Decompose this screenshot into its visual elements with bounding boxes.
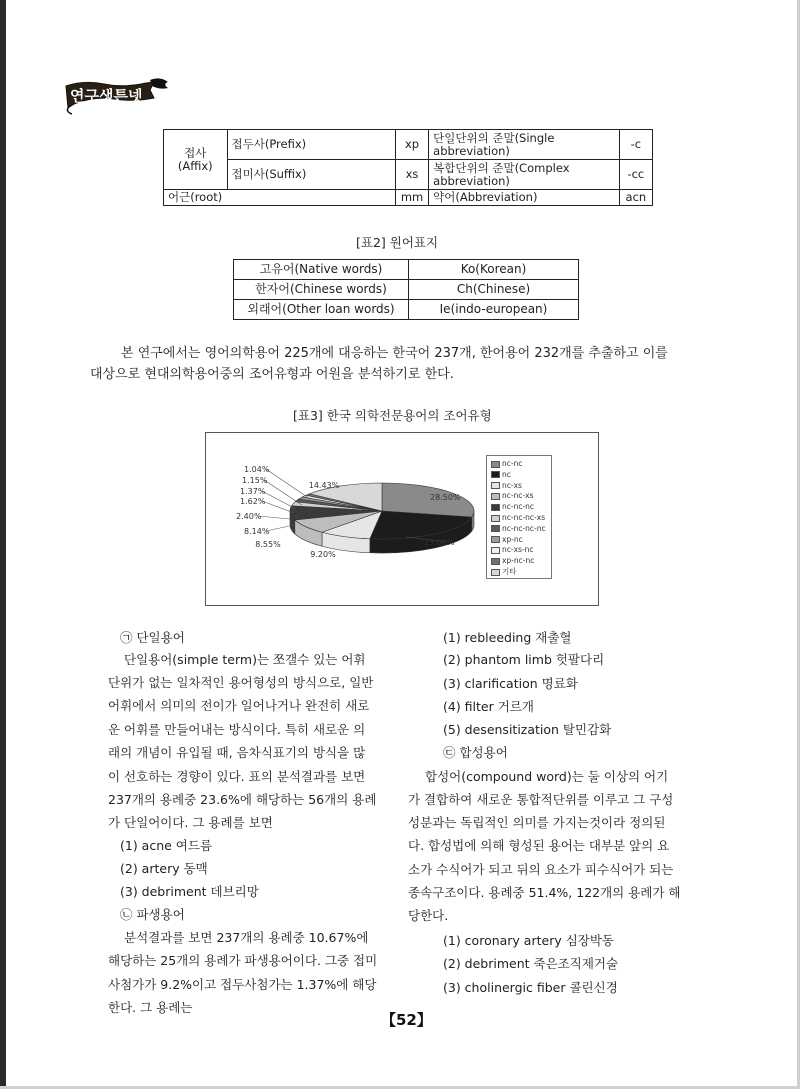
table-cell: xp: [395, 130, 428, 160]
right-column-line: 가 결합하여 새로운 통합적단위를 이루고 그 구성: [408, 792, 674, 807]
right-column-line: (3) clarification 명료화: [443, 676, 578, 691]
left-column-line: 단일용어(simple term)는 쪼갤수 있는 어휘: [124, 652, 366, 667]
legend-item: [491, 502, 534, 512]
right-column-line: 성분과는 독립적인 의미를 가지는것이라 정의된: [408, 815, 666, 830]
legend-swatch: [491, 461, 500, 468]
legend-swatch: [491, 525, 500, 532]
pie-leader-line: [266, 525, 294, 531]
chart-legend: [486, 455, 552, 579]
left-column-line: 분석결과를 보면 237개의 용례중 10.67%에: [124, 930, 369, 945]
pie-slice-label: 28.50%: [430, 493, 461, 502]
legend-label: 기타: [502, 567, 517, 576]
right-column-line: (4) filter 거르개: [443, 699, 534, 714]
legend-label: nc-nc: [502, 459, 523, 468]
pie-chart: [205, 432, 599, 606]
right-column-line: (5) desensitization 탈민감화: [443, 722, 612, 737]
table-row: [234, 280, 579, 300]
table-row: [164, 130, 653, 160]
table-cell: 어근(root): [164, 190, 396, 206]
pie-slice-label: 1.15%: [242, 476, 268, 485]
table-cell: -cc: [619, 160, 652, 190]
legend-swatch: [491, 536, 500, 543]
legend-item: [491, 567, 517, 577]
right-column-line: (1) coronary artery 심장박동: [443, 933, 615, 948]
left-column-line: 운 어휘를 만들어내는 방식이다. 특히 새로운 의: [108, 722, 366, 737]
legend-label: nc-nc-nc-xs: [502, 513, 546, 522]
pie-leader-line: [264, 480, 302, 505]
right-column-line: 합성어(compound word)는 둘 이상의 어기: [425, 769, 669, 784]
table-cell: 외래어(Other loan words): [234, 300, 409, 320]
legend-swatch: [491, 558, 500, 565]
intro-paragraph: [90, 343, 730, 385]
table-cell: xs: [395, 160, 428, 190]
legend-label: nc: [502, 469, 511, 479]
pie-leader-line: [266, 469, 310, 499]
pie-slice-label: 23.60%: [424, 538, 455, 547]
left-column-line: 이 선호하는 경향이 있다. 표의 분석결과를 보면: [108, 769, 366, 784]
pie-slice-label: 14.43%: [308, 481, 340, 490]
origin-marker-table: [233, 259, 579, 320]
pie-slice-label: 1.37%: [240, 487, 266, 496]
right-column-line: 다. 합성법에 의해 형성된 용어는 대부분 앞의 요: [408, 838, 670, 853]
legend-label: xp-nc: [502, 534, 523, 544]
affix-group-cell: 접사 (Affix): [164, 130, 228, 190]
left-column-line: 가 단일어이다. 그 용례를 보면: [108, 815, 273, 830]
right-column-line: (2) phantom limb 헛팔다리: [443, 652, 605, 667]
pie-slice-label: 1.62%: [240, 497, 266, 506]
left-column-line: 한다. 그 용례는: [108, 1000, 193, 1015]
table-row: [234, 260, 579, 280]
pie-slice-label: 8.55%: [255, 540, 281, 549]
table-cell: Ie(indo-european): [409, 300, 579, 320]
table-cell: Ch(Chinese): [409, 280, 579, 300]
legend-item: [491, 459, 522, 469]
table-cell: acn: [619, 190, 652, 206]
table-cell: Ko(Korean): [409, 260, 579, 280]
legend-item: [491, 513, 545, 523]
pie-slice-label: 8.14%: [244, 527, 270, 536]
table-cell: 접미사(Suffix): [227, 160, 395, 190]
right-column-line: 종속구조이다. 용례중 51.4%, 122개의 용례가 해: [408, 885, 681, 900]
legend-label: nc-nc-nc: [502, 502, 535, 512]
legend-swatch: [491, 493, 500, 500]
intro-line: 본 연구에서는 영어의학용어 225개에 대응하는 한국어 237개, 한어용어 232개를 추출하고 이를: [121, 346, 668, 361]
legend-item: [491, 470, 511, 480]
legend-swatch: [491, 504, 500, 511]
table-row: [164, 190, 653, 206]
intro-line: 대상으로 현대의학용어중의 조어유형과 어원을 분석하기로 한다.: [90, 367, 454, 382]
right-column-line: (2) debriment 죽은조직제거술: [443, 956, 619, 971]
right-column-line: 당한다.: [408, 908, 449, 923]
left-column-line: (3) debriment 데브리망: [120, 884, 259, 899]
left-column-line: 237개의 용례중 23.6%에 해당하는 56개의 용례: [108, 792, 377, 807]
pie-slice-label: 2.40%: [236, 512, 262, 521]
chart-caption: [표3] 한국 의학전문용어의 조어유형: [293, 408, 492, 423]
page-left-border: [0, 0, 6, 1089]
affix-table: [163, 129, 653, 206]
legend-item: [491, 556, 534, 566]
legend-item: [491, 481, 522, 491]
table2-caption: [표2] 원어표지: [356, 235, 439, 250]
legend-item: [491, 524, 546, 534]
table-cell: 단일단위의 준말(Single abbreviation): [429, 130, 620, 160]
left-column-line: 래의 개념이 유입될 때, 음차식표기의 방식을 많: [108, 745, 366, 760]
table-cell: mm: [395, 190, 428, 206]
table-row: [234, 300, 579, 320]
legend-swatch: [491, 515, 500, 522]
journal-logo: [64, 78, 176, 116]
right-column-line: ㉢ 합성용어: [443, 745, 508, 760]
left-column-line: 해당하는 25개의 용례가 파생용어이다. 그중 접미: [108, 953, 378, 968]
right-column-line: 소가 수식어가 되고 뒤의 요소가 피수식어가 되는: [408, 862, 674, 877]
left-column-line: (2) artery 동맥: [120, 861, 208, 876]
legend-label: nc-nc-xs: [502, 491, 534, 501]
table-cell: 약어(Abbreviation): [429, 190, 620, 206]
legend-label: nc-xs: [502, 480, 522, 490]
pie-slice-label: 1.04%: [244, 465, 270, 474]
legend-label: xp-nc-nc: [502, 556, 535, 566]
table-cell: 접두사(Prefix): [227, 130, 395, 160]
left-column-line: ㉡ 파생용어: [120, 907, 185, 922]
left-column-line: 사첨가가 9.2%이고 접두사첨가는 1.37%에 해당: [108, 977, 377, 992]
table-cell: 한자어(Chinese words): [234, 280, 409, 300]
legend-item: [491, 545, 534, 555]
legend-swatch: [491, 482, 500, 489]
legend-item: [491, 491, 534, 501]
right-column-line: (1) rebleeding 재출혈: [443, 630, 572, 645]
left-column-line: 단위가 없는 일차적인 용어형성의 방식으로, 일반: [108, 675, 374, 690]
table-cell: 고유어(Native words): [234, 260, 409, 280]
pie-slice-label: 9.20%: [310, 550, 336, 559]
table-cell: -c: [619, 130, 652, 160]
left-column-line: (1) acne 여드름: [120, 838, 213, 853]
logo-text: 연구생튼넷: [70, 87, 143, 105]
legend-item: [491, 535, 523, 545]
left-column-line: ㉠ 단일용어: [120, 630, 185, 645]
table-cell: 복합단위의 준말(Complex abbreviation): [429, 160, 620, 190]
pie-leader-line: [262, 501, 294, 513]
legend-label: nc-xs-nc: [502, 545, 534, 555]
pie-leader-line: [258, 516, 290, 519]
table-row: [164, 160, 653, 190]
page-number: 【52】: [381, 1011, 432, 1029]
right-column-line: (3) cholinergic fiber 콜린신경: [443, 980, 618, 995]
pie-leader-line: [262, 491, 296, 509]
legend-label: nc-nc-nc-nc: [502, 523, 546, 533]
legend-swatch: [491, 471, 500, 478]
legend-swatch: [491, 569, 500, 576]
left-column-line: 어휘에서 의미의 전이가 일어나거나 완전히 새로: [108, 698, 370, 713]
legend-swatch: [491, 547, 500, 554]
